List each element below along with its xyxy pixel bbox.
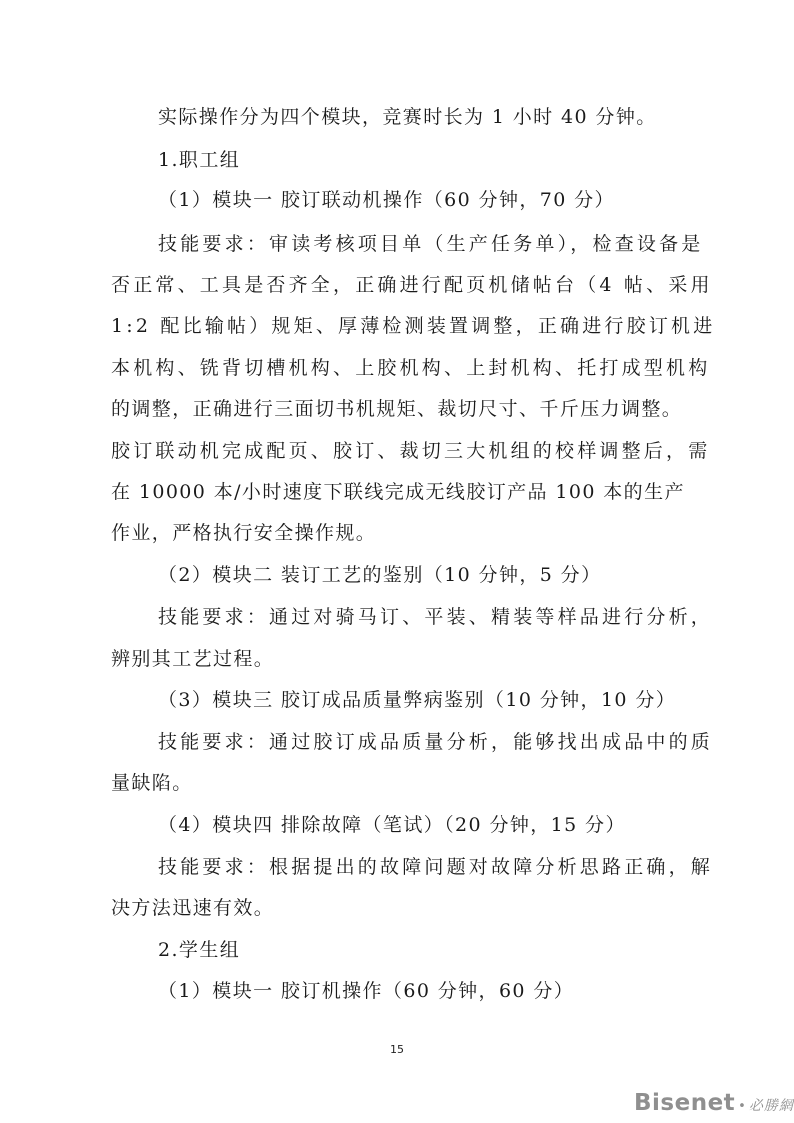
paragraph-line: 本机构、铣背切槽机构、上胶机构、上封机构、托打成型机构 <box>111 357 711 379</box>
paragraph-line: 否正常、工具是否齐全，正确进行配页机储帖台（4 帖、采用 <box>111 274 713 296</box>
paragraph-line: 作业，严格执行安全操作规。 <box>111 522 377 544</box>
page-number: 15 <box>390 1043 404 1056</box>
paragraph-line: 技能要求：审读考核项目单（生产任务单），检查设备是 <box>158 233 704 255</box>
module-heading-2: （2）模块二 装订工艺的鉴别（10 分钟，5 分） <box>158 564 602 586</box>
paragraph-line: 技能要求：通过胶订成品质量分析，能够找出成品中的质 <box>158 731 714 753</box>
paragraph-line: 的调整，正确进行三面切书机规矩、裁切尺寸、千斤压力调整。 <box>111 398 683 420</box>
module-heading-4: （4）模块四 排除故障（笔试）（20 分钟，15 分） <box>158 814 626 836</box>
section-heading-staff-group: 1.职工组 <box>158 149 241 171</box>
paragraph-line: 在 10000 本/小时速度下联线完成无线胶订产品 100 本的生产 <box>111 481 685 503</box>
paragraph-line: 1:2 配比输帖）规矩、厚薄检测装置调整，正确进行胶订机进 <box>111 315 716 337</box>
paragraph-intro: 实际操作分为四个模块，竞赛时长为 1 小时 40 分钟。 <box>158 106 657 128</box>
paragraph-line: 辨别其工艺过程。 <box>111 648 275 670</box>
module-heading-3: （3）模块三 胶订成品质量弊病鉴别（10 分钟，10 分） <box>158 689 677 711</box>
paragraph-line: 量缺陷。 <box>111 772 193 794</box>
module-heading-student-1: （1）模块一 胶订机操作（60 分钟，60 分） <box>158 980 575 1002</box>
paragraph-line: 技能要求：根据提出的故障问题对故障分析思路正确，解 <box>158 856 714 878</box>
paragraph-line: 决方法迅速有效。 <box>111 897 275 919</box>
watermark-cn-text: 必勝網 <box>748 1098 794 1114</box>
watermark-separator: • <box>738 1099 746 1114</box>
module-heading-1: （1）模块一 胶订联动机操作（60 分钟，70 分） <box>158 189 615 211</box>
section-heading-student-group: 2.学生组 <box>158 939 241 961</box>
watermark-logo <box>634 1090 794 1116</box>
watermark-logo-text: Bisenet <box>634 1090 736 1116</box>
paragraph-line: 技能要求：通过对骑马订、平装、精装等样品进行分析， <box>158 606 714 628</box>
paragraph-line: 胶订联动机完成配页、胶订、裁切三大机组的校样调整后，需 <box>111 440 711 462</box>
